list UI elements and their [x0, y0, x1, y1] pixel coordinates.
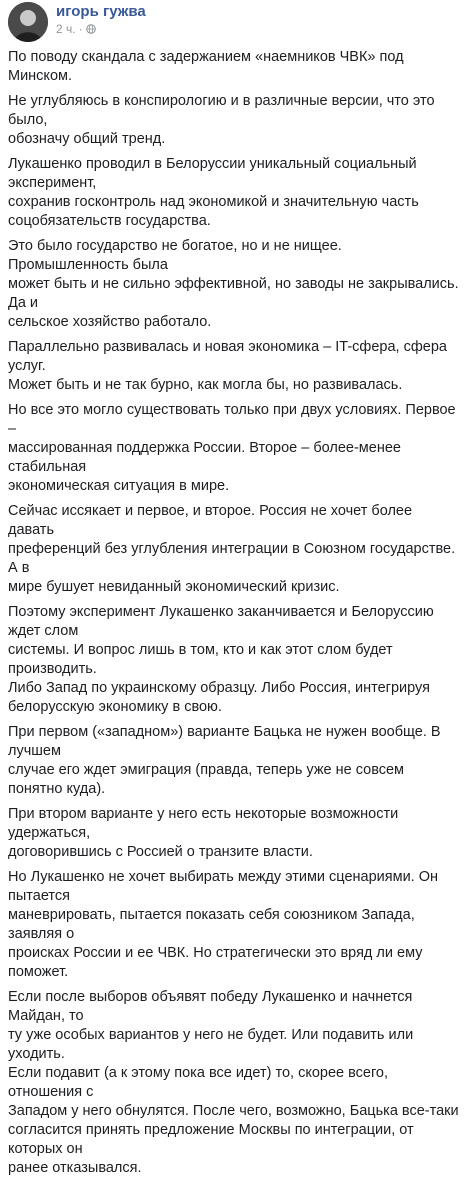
- post-paragraph: Это было государство не богатое, но и не нищее. Промышленность была может быть и не сильно эффективной, но заводы не закрывались. Да и сельское хозяйство работало.: [8, 238, 459, 330]
- post-paragraph: Но все это могло существовать только при двух условиях. Первое – массированная поддержка России. Второе – более-менее стабильная экономическая ситуация в мире.: [8, 402, 456, 494]
- post-paragraph: Лукашенко проводил в Белоруссии уникальный социальный эксперимент, сохранив госконтроль над экономикой и значительную часть соцобязательств государства.: [8, 156, 419, 229]
- post-body: [8, 48, 459, 1178]
- post-paragraph: Сейчас иссякает и первое, и второе. Россия не хочет более давать преференций без углубления интеграции в Союзном государстве. А в мире бушует невиданный экономический кризис.: [8, 503, 456, 595]
- timestamp[interactable]: 2 ч.: [56, 22, 76, 36]
- post-paragraph: Не углубляюсь в конспирологию и в различные версии, что это было, обозначу общий тренд.: [8, 93, 435, 147]
- post-paragraph: Поэтому эксперимент Лукашенко заканчивается и Белоруссию ждет слом системы. И вопрос лишь в том, кто и как этот слом будет производить. Либо Запад по украинскому образцу. Либо Россия, интегрируя белорусскую экономику в свою.: [8, 604, 434, 715]
- post-paragraph: Параллельно развивалась и новая экономика – IT-сфера, сфера услуг. Может быть и не так бурно, как могла бы, но развивалась.: [8, 339, 447, 393]
- author-name[interactable]: игорь гужва: [56, 3, 146, 20]
- avatar[interactable]: [8, 2, 48, 42]
- post-meta: [56, 22, 96, 36]
- post-header: [8, 0, 459, 44]
- globe-icon: [86, 24, 96, 34]
- post-paragraph: При первом («западном») варианте Бацька не нужен вообще. В лучшем случае его ждет эмиграция (правда, теперь уже не совсем понятно куда).: [8, 724, 441, 797]
- post-paragraph: При втором варианте у него есть некоторые возможности удержаться, договорившись с Россией о транзите власти.: [8, 806, 399, 860]
- post-paragraph: Но Лукашенко не хочет выбирать между этими сценариями. Он пытается маневрировать, пытается показать себя союзником Запада, заявляя о происках России и ее ЧВК. Но стратегически это вряд ли ему поможет.: [8, 869, 439, 980]
- avatar-photo: [8, 2, 48, 42]
- meta-separator: ·: [78, 22, 83, 36]
- post-paragraph: Если после выборов объявят победу Лукашенко и начнется Майдан, то ту уже особых вариантов у него не будет. Или подавить или уходить. Если подавит (а к этому пока все идет) то, скорее всего, отношения с Западом у него обнулятся. После чего, возможно, Бацька все-таки согласится принять предложение Москвы по интеграции, от которых он ранее отказывался.: [8, 989, 459, 1176]
- post-paragraph: По поводу скандала с задержанием «наемников ЧВК» под Минском.: [8, 49, 404, 84]
